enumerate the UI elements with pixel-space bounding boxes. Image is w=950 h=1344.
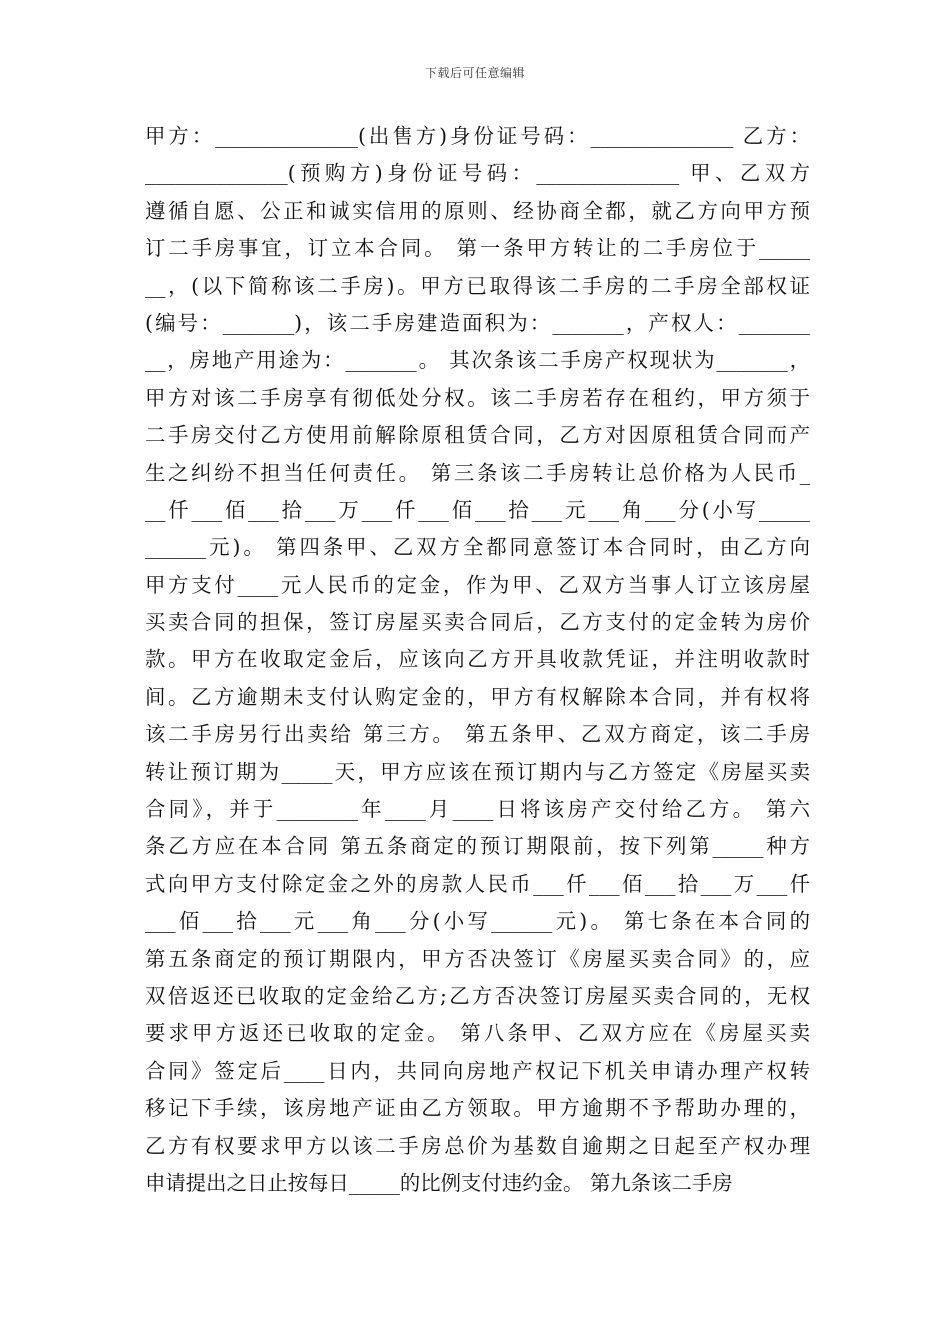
contract-line: 订二手房事宜，订立本合同。 第一条甲方转让的二手房位于_____ xyxy=(145,236,810,261)
contract-line: 双倍返还已收取的定金给乙方;乙方否决签订房屋买卖合同的，无权 xyxy=(145,983,810,1008)
contract-line: 合同》签定后____日内，共同向房地产权记下机关申请办理产权转 xyxy=(145,1058,810,1083)
contract-line: 式向甲方支付除定金之外的房款人民币___仟___佰___拾___万___仟 xyxy=(145,871,810,896)
contract-line: 该二手房另行出卖给 第三方。 第五条甲、乙双方商定，该二手房 xyxy=(145,722,810,747)
contract-line: 移记下手续，该房地产证由乙方领取。甲方逾期不予帮助办理的， xyxy=(145,1096,810,1121)
page-header: 下载后可任意编辑 xyxy=(424,66,525,80)
contract-line: 乙方有权要求甲方以该二手房总价为基数自逾期之日起至产权办理 xyxy=(145,1133,810,1158)
contract-line: 甲方支付____元人民币的定金，作为甲、乙双方当事人订立该房屋 xyxy=(145,572,810,597)
contract-line: 二手房交付乙方使用前解除原租赁合同，乙方对因原租赁合同而产 xyxy=(145,423,810,448)
contract-line: 转让预订期为_____天，甲方应该在预订期内与乙方签定《房屋买卖 xyxy=(145,759,810,784)
contract-line: 要求甲方返还已收取的定金。 第八条甲、乙双方应在《房屋买卖 xyxy=(145,1021,810,1046)
contract-line: 申请提出之日止按每日_____的比例支付违约金。 第九条该二手房 xyxy=(145,1170,733,1195)
contract-line: (编号：_______)，该二手房建造面积为：_______，产权人：_______ xyxy=(145,310,810,335)
contract-line: ______元)。 第四条甲、乙双方全都同意签订本合同时，由乙方向 xyxy=(145,535,810,560)
contract-body xyxy=(145,118,810,1202)
contract-line: __仟___佰___拾___万___仟___佰___拾___元___角___分(小写_____ xyxy=(145,497,810,522)
contract-line: 买卖合同的担保，签订房屋买卖合同后，乙方支付的定金转为房价 xyxy=(145,610,810,635)
contract-line: 遵循自愿、公正和诚实信用的原则、经协商全都，就乙方向甲方预 xyxy=(145,198,810,223)
contract-line: 甲方：______________(出售方)身份证号码：______________ 乙方： xyxy=(145,124,810,148)
contract-line: ______________(预购方)身份证号码：______________ 甲、乙双方 xyxy=(145,161,810,186)
contract-line: 生之纠纷不担当任何责任。 第三条该二手房转让总价格为人民币_ xyxy=(145,460,810,485)
contract-line: 甲方对该二手房享有彻低处分权。该二手房若存在租约，甲方须于 xyxy=(145,385,810,410)
contract-line: 合同》，并于________年____月____日将该房产交付给乙方。 第六 xyxy=(145,797,810,822)
contract-line: 款。甲方在收取定金后，应该向乙方开具收款凭证，并注明收款时 xyxy=(145,647,810,672)
contract-line: 间。乙方逾期未支付认购定金的，甲方有权解除本合同，并有权将 xyxy=(145,684,810,709)
contract-line: 第五条商定的预订期限内，甲方否决签订《房屋买卖合同》的，应 xyxy=(145,946,810,971)
contract-line: 条乙方应在本合同 第五条商定的预订期限前，按下列第_____种方 xyxy=(145,834,810,859)
contract-line: __，(以下简称该二手房)。甲方已取得该二手房的二手房全部权证 xyxy=(145,273,810,298)
contract-line: __，房地产用途为：_______。 其次条该二手房产权现状为_______， xyxy=(145,348,810,373)
contract-line: ___佰___拾___元___角___分(小写______元)。 第七条在本合同的 xyxy=(145,909,810,934)
